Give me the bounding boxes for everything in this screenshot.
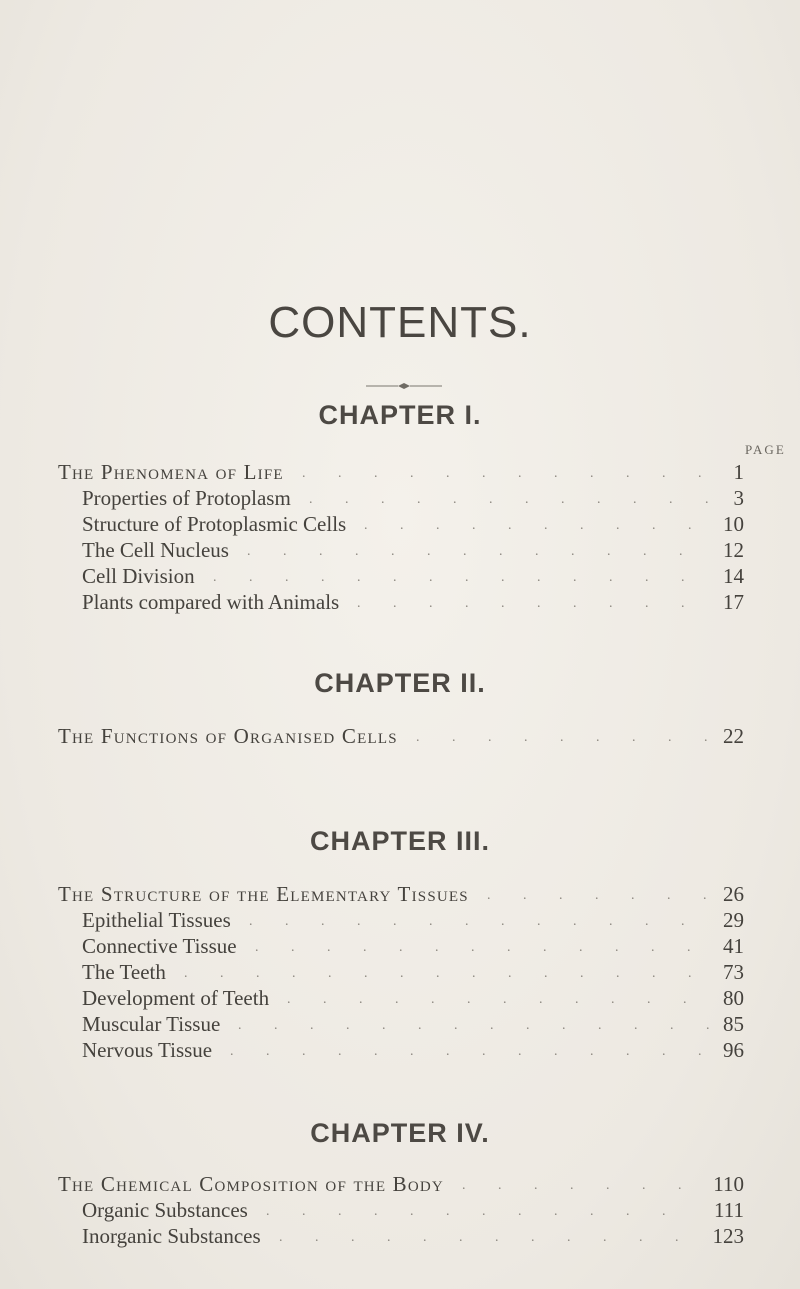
leader-dot: .: [681, 914, 685, 929]
leader-dot: .: [668, 730, 672, 745]
leader-dot: .: [482, 1044, 486, 1059]
leader-dot: .: [535, 544, 539, 559]
leader-dot: .: [400, 966, 404, 981]
leader-dot: .: [382, 1018, 386, 1033]
leader-dot: .: [639, 1230, 643, 1245]
toc-page-number: 73: [723, 960, 744, 984]
leader-dot: .: [615, 940, 619, 955]
leader-dot: .: [580, 966, 584, 981]
toc-row: [0, 722, 800, 752]
leader-dot: .: [518, 466, 522, 481]
leader-dot: .: [247, 544, 251, 559]
leader-dot: .: [429, 596, 433, 611]
leader-dot: .: [323, 992, 327, 1007]
leader-dot: .: [346, 1018, 350, 1033]
leader-dot: .: [643, 544, 647, 559]
leader-dot: .: [501, 914, 505, 929]
leader-dot: .: [518, 1044, 522, 1059]
leader-dot: .: [465, 914, 469, 929]
leader-dot: .: [571, 544, 575, 559]
leader-dot: .: [471, 940, 475, 955]
leader-dot: .: [681, 596, 685, 611]
leader-dot: .: [238, 1018, 242, 1033]
leader-dot: .: [393, 570, 397, 585]
leader-dot: .: [559, 888, 563, 903]
leader-dot: .: [465, 596, 469, 611]
leader-dot: .: [292, 966, 296, 981]
toc-entry-title: Connective Tissue: [82, 934, 237, 958]
page-title: CONTENTS.: [268, 298, 532, 347]
leader-dot: .: [321, 914, 325, 929]
chapter-heading: CHAPTER III.: [309, 826, 490, 856]
leader-dot: .: [315, 1230, 319, 1245]
leader-dot: .: [410, 1044, 414, 1059]
leader-dot: .: [302, 1044, 306, 1059]
leader-dot: .: [631, 888, 635, 903]
leader-dot: .: [436, 966, 440, 981]
leader-dot: .: [487, 888, 491, 903]
leader-dot: .: [579, 940, 583, 955]
leader-dot: .: [184, 966, 188, 981]
leader-dot: .: [291, 940, 295, 955]
leader-dot: .: [359, 992, 363, 1007]
leader-dot: .: [543, 940, 547, 955]
leader-dot: .: [338, 466, 342, 481]
leader-dot: .: [418, 1018, 422, 1033]
leader-dot: .: [678, 1178, 682, 1193]
leader-dot: .: [590, 1044, 594, 1059]
leader-dot: .: [416, 730, 420, 745]
leader-dot: .: [645, 914, 649, 929]
leader-dot: .: [705, 492, 709, 507]
leader-dot: .: [472, 966, 476, 981]
toc-page-number: 3: [733, 486, 744, 510]
leader-dot: .: [351, 1230, 355, 1245]
leader-dot: .: [688, 966, 692, 981]
leader-dot: .: [706, 1018, 710, 1033]
toc-entry-title: Structure of Protoplasmic Cells: [82, 512, 347, 536]
leader-dot: .: [482, 466, 486, 481]
toc-page-number: 111: [714, 1198, 744, 1222]
leader-dot: .: [573, 570, 577, 585]
leader-dot: .: [595, 888, 599, 903]
leader-dot: .: [554, 466, 558, 481]
leader-dot: .: [266, 1204, 270, 1219]
leader-dot: .: [652, 518, 656, 533]
leader-dot: .: [488, 730, 492, 745]
leader-dot: .: [580, 518, 584, 533]
leader-dot: .: [554, 1204, 558, 1219]
leader-dot: .: [309, 492, 313, 507]
leader-dot: .: [616, 966, 620, 981]
toc-entry-title: Nervous Tissue: [82, 1038, 213, 1062]
toc-entry-title: Development of Teeth: [82, 986, 270, 1010]
leader-dot: .: [651, 940, 655, 955]
leader-dot: .: [465, 570, 469, 585]
leader-dot: .: [518, 1204, 522, 1219]
leader-dot: .: [249, 570, 253, 585]
leader-dot: .: [498, 1178, 502, 1193]
leader-dot: .: [681, 570, 685, 585]
leader-dot: .: [393, 914, 397, 929]
leader-dot: .: [560, 730, 564, 745]
leader-dot: .: [609, 914, 613, 929]
leader-dot: .: [609, 570, 613, 585]
leader-dot: .: [634, 1018, 638, 1033]
leader-dot: .: [357, 596, 361, 611]
toc-entry-title: Muscular Tissue: [82, 1012, 221, 1036]
leader-dot: .: [285, 914, 289, 929]
leader-dot: .: [667, 888, 671, 903]
leader-dot: .: [482, 1204, 486, 1219]
toc-page-number: 85: [723, 1012, 744, 1036]
leader-dot: .: [704, 730, 708, 745]
leader-dot: .: [357, 570, 361, 585]
leader-dot: .: [626, 1044, 630, 1059]
leader-dot: .: [609, 596, 613, 611]
leader-dot: .: [462, 1178, 466, 1193]
toc-entry-title: Organic Substances: [82, 1198, 248, 1222]
leader-dot: .: [534, 1178, 538, 1193]
leader-dot: .: [652, 966, 656, 981]
leader-dot: .: [391, 544, 395, 559]
toc-main-title: The Structure of the Elementary Tissues: [58, 882, 469, 906]
leader-dot: .: [345, 492, 349, 507]
chapter-heading: CHAPTER IV.: [310, 1118, 490, 1148]
leader-dot: .: [598, 1018, 602, 1033]
leader-dot: .: [364, 966, 368, 981]
leader-dot: .: [603, 1230, 607, 1245]
leader-dot: .: [507, 940, 511, 955]
leader-dot: .: [489, 492, 493, 507]
leader-dot: .: [431, 992, 435, 1007]
leader-dot: .: [597, 492, 601, 507]
leader-dot: .: [596, 730, 600, 745]
leader-dot: .: [501, 570, 505, 585]
leader-dot: .: [537, 570, 541, 585]
toc-entry-title: The Teeth: [82, 960, 166, 984]
leader-dot: .: [338, 1044, 342, 1059]
leader-dot: .: [423, 1230, 427, 1245]
leader-dot: .: [531, 1230, 535, 1245]
leader-dot: .: [567, 1230, 571, 1245]
toc-page-number: 1: [733, 460, 744, 484]
leader-dot: .: [453, 492, 457, 507]
leader-dot: .: [525, 492, 529, 507]
leader-dot: .: [287, 992, 291, 1007]
leader-dot: .: [642, 1178, 646, 1193]
leader-dot: .: [363, 940, 367, 955]
leader-dot: .: [472, 518, 476, 533]
leader-dot: .: [435, 940, 439, 955]
leader-dot: .: [302, 1204, 306, 1219]
leader-dot: .: [508, 518, 512, 533]
leader-dot: .: [590, 466, 594, 481]
leader-dot: .: [400, 518, 404, 533]
leader-dot: .: [626, 1204, 630, 1219]
toc-main-title: The Functions of Organised Cells: [58, 724, 398, 748]
leader-dot: .: [446, 466, 450, 481]
leader-dot: .: [670, 1018, 674, 1033]
toc-page-number: 41: [723, 934, 744, 958]
leader-dot: .: [387, 1230, 391, 1245]
leader-dot: .: [467, 992, 471, 1007]
leader-dot: .: [321, 570, 325, 585]
toc-entry-title: Inorganic Substances: [82, 1224, 261, 1248]
leader-dot: .: [537, 914, 541, 929]
leader-dot: .: [573, 596, 577, 611]
leader-dot: .: [662, 1044, 666, 1059]
leader-dot: .: [393, 596, 397, 611]
leader-dot: .: [256, 966, 260, 981]
leader-dot: .: [452, 730, 456, 745]
leader-dot: .: [249, 914, 253, 929]
leader-dot: .: [410, 466, 414, 481]
toc-entry-title: Cell Division: [82, 564, 195, 588]
toc-row: [0, 588, 800, 618]
leader-dot: .: [662, 1204, 666, 1219]
leader-dot: .: [374, 466, 378, 481]
toc-page-number: 17: [723, 590, 744, 614]
toc-page-number: 14: [723, 564, 744, 588]
leader-dot: .: [399, 940, 403, 955]
leader-dot: .: [544, 518, 548, 533]
toc-entry-title: Epithelial Tissues: [82, 908, 231, 932]
toc-entry-title: Plants compared with Animals: [82, 590, 340, 614]
leader-dot: .: [274, 1018, 278, 1033]
leader-dot: .: [633, 492, 637, 507]
leader-dot: .: [381, 492, 385, 507]
leader-dot: .: [698, 1044, 702, 1059]
leader-dot: .: [503, 992, 507, 1007]
leader-dot: .: [357, 914, 361, 929]
leader-dot: .: [645, 570, 649, 585]
leader-dot: .: [561, 492, 565, 507]
leader-dot: .: [679, 544, 683, 559]
ornament-divider: [366, 382, 442, 390]
leader-dot: .: [459, 1230, 463, 1245]
leader-dot: .: [436, 518, 440, 533]
leader-dot: .: [590, 1204, 594, 1219]
leader-dot: .: [364, 518, 368, 533]
toc-row: [0, 1036, 800, 1066]
toc-page-number: 10: [723, 512, 744, 536]
leader-dot: .: [573, 914, 577, 929]
leader-dot: .: [255, 940, 259, 955]
leader-dot: .: [703, 888, 707, 903]
leader-dot: .: [687, 940, 691, 955]
leader-dot: .: [523, 888, 527, 903]
leader-dot: .: [490, 1018, 494, 1033]
leader-dot: .: [554, 1044, 558, 1059]
leader-dot: .: [632, 730, 636, 745]
leader-dot: .: [213, 570, 217, 585]
chapter-heading: CHAPTER II.: [314, 668, 486, 698]
leader-dot: .: [220, 966, 224, 981]
leader-dot: .: [283, 544, 287, 559]
leader-dot: .: [501, 596, 505, 611]
leader-dot: .: [698, 466, 702, 481]
toc-main-title: The Phenomena of Life: [58, 460, 284, 484]
leader-dot: .: [429, 914, 433, 929]
leader-dot: .: [427, 544, 431, 559]
leader-dot: .: [338, 1204, 342, 1219]
leader-dot: .: [327, 940, 331, 955]
leader-dot: .: [669, 492, 673, 507]
leader-dot: .: [410, 1204, 414, 1219]
leader-dot: .: [611, 992, 615, 1007]
leader-dot: .: [319, 544, 323, 559]
leader-dot: .: [544, 966, 548, 981]
chapter-heading: CHAPTER I.: [318, 400, 482, 430]
leader-dot: .: [279, 1230, 283, 1245]
leader-dot: .: [562, 1018, 566, 1033]
leader-dot: .: [454, 1018, 458, 1033]
leader-dot: .: [688, 518, 692, 533]
toc-page-number: 26: [723, 882, 744, 906]
leader-dot: .: [499, 544, 503, 559]
toc-page-number: 80: [723, 986, 744, 1010]
leader-dot: .: [429, 570, 433, 585]
toc-entry-title: The Cell Nucleus: [82, 538, 229, 562]
leader-dot: .: [355, 544, 359, 559]
leader-dot: .: [446, 1044, 450, 1059]
leader-dot: .: [446, 1204, 450, 1219]
leader-dot: .: [675, 1230, 679, 1245]
leader-dot: .: [645, 596, 649, 611]
leader-dot: .: [310, 1018, 314, 1033]
leader-dot: .: [374, 1204, 378, 1219]
leader-dot: .: [570, 1178, 574, 1193]
toc-page-number: 22: [723, 724, 744, 748]
leader-dot: .: [539, 992, 543, 1007]
toc-entry-title: Properties of Protoplasm: [82, 486, 291, 510]
leader-dot: .: [537, 596, 541, 611]
leader-dot: .: [302, 466, 306, 481]
leader-dot: .: [495, 1230, 499, 1245]
leader-dot: .: [508, 966, 512, 981]
leader-dot: .: [526, 1018, 530, 1033]
toc-page-number: 12: [723, 538, 744, 562]
leader-dot: .: [285, 570, 289, 585]
toc-row: [0, 1222, 800, 1252]
page-column-label: PAGE: [745, 442, 786, 457]
leader-dot: .: [606, 1178, 610, 1193]
leader-dot: .: [626, 466, 630, 481]
toc-page-number: 123: [712, 1224, 744, 1248]
leader-dot: .: [616, 518, 620, 533]
toc-main-title: The Chemical Composition of the Body: [58, 1172, 444, 1196]
leader-dot: .: [328, 966, 332, 981]
leader-dot: .: [374, 1044, 378, 1059]
leader-dot: .: [524, 730, 528, 745]
leader-dot: .: [463, 544, 467, 559]
leader-dot: .: [607, 544, 611, 559]
leader-dot: .: [647, 992, 651, 1007]
leader-dot: .: [266, 1044, 270, 1059]
leader-dot: .: [575, 992, 579, 1007]
leader-dot: .: [662, 466, 666, 481]
leader-dot: .: [683, 992, 687, 1007]
toc-page-number: 110: [713, 1172, 744, 1196]
leader-dot: .: [417, 492, 421, 507]
toc-page-number: 96: [723, 1038, 744, 1062]
toc-page-number: 29: [723, 908, 744, 932]
leader-dot: .: [230, 1044, 234, 1059]
leader-dot: .: [395, 992, 399, 1007]
